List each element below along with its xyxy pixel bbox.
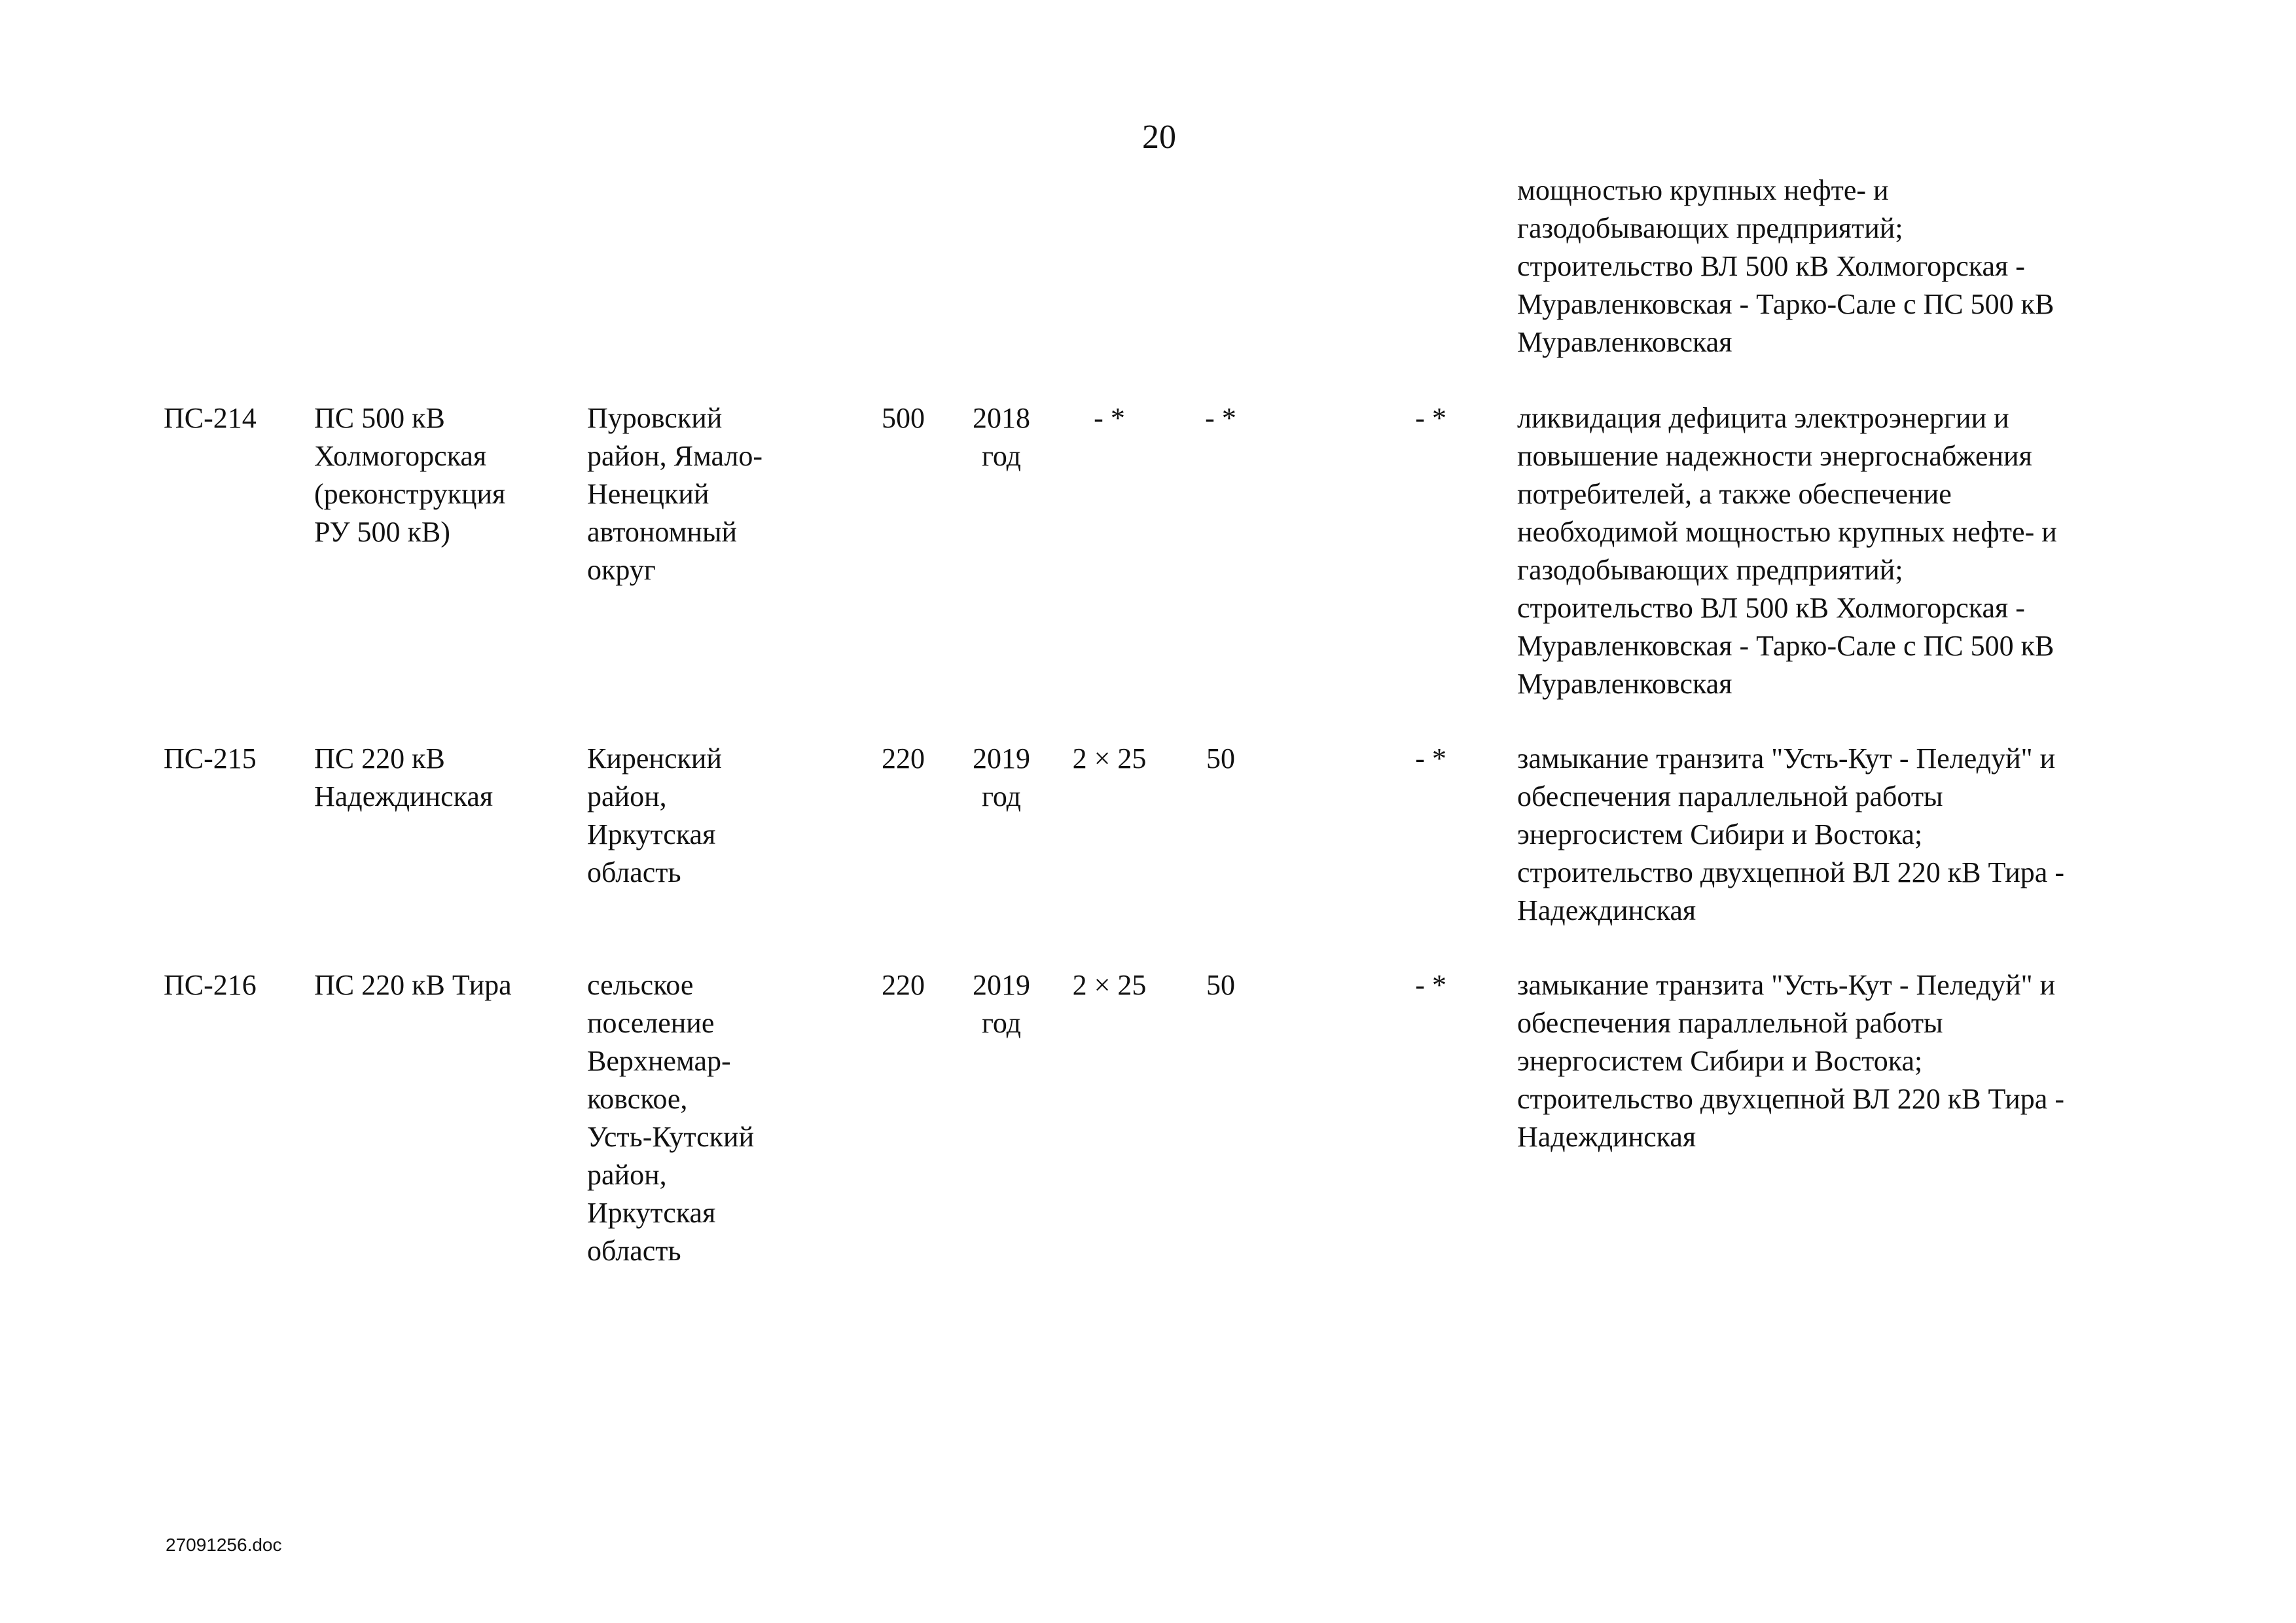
row-name: [314, 966, 563, 1004]
row-power: 50: [1206, 969, 1235, 1001]
year-line: год: [981, 440, 1022, 472]
name-line: ПС 220 кВ Тира: [314, 969, 512, 1001]
purpose-line: обеспечения параллельной работы: [1517, 780, 1943, 812]
name-line: (реконструкция: [314, 478, 506, 510]
row-code: ПС-216: [164, 969, 257, 1001]
row-location: [587, 399, 816, 589]
row-purpose: [1517, 966, 2172, 1156]
footer-filename: 27091256.doc: [166, 1535, 282, 1555]
name-line: РУ 500 кВ): [314, 516, 450, 548]
location-line: поселение: [587, 1007, 715, 1039]
purpose-line: Муравленковская: [1517, 326, 1732, 358]
purpose-line: замыкание транзита "Усть-Кут - Пеледуй" и: [1517, 742, 2056, 775]
row-name: [314, 399, 563, 551]
year-line: 2019: [973, 969, 1030, 1001]
location-line: район,: [587, 1159, 667, 1191]
location-line: Пуровский: [587, 402, 723, 434]
row-location: [587, 740, 816, 892]
row-transformers: 2 × 25: [1072, 742, 1147, 775]
purpose-line: ликвидация дефицита электроэнергии и: [1517, 402, 2009, 434]
row-location: [587, 966, 816, 1270]
continuation-purpose: [1517, 172, 2172, 361]
location-line: ковское,: [587, 1083, 688, 1115]
row-year: [952, 399, 1050, 475]
row-code: ПС-215: [164, 742, 257, 775]
row-voltage: 500: [882, 402, 925, 434]
row-transformers: 2 × 25: [1072, 969, 1147, 1001]
year-line: год: [981, 780, 1022, 812]
name-line: ПС 220 кВ: [314, 742, 445, 775]
row-other: - *: [1415, 742, 1446, 775]
location-line: округ: [587, 554, 656, 586]
row-voltage: 220: [882, 742, 925, 775]
location-line: район,: [587, 780, 667, 812]
purpose-line: энергосистем Сибири и Востока;: [1517, 1045, 1923, 1077]
row-power: 50: [1206, 742, 1235, 775]
location-line: район, Ямало-: [587, 440, 763, 472]
purpose-line: Надеждинская: [1517, 894, 1696, 926]
name-line: Холмогорская: [314, 440, 487, 472]
row-year: [952, 740, 1050, 816]
row-voltage: 220: [882, 969, 925, 1001]
purpose-line: газодобывающих предприятий;: [1517, 554, 1903, 586]
location-line: автономный: [587, 516, 738, 548]
name-line: ПС 500 кВ: [314, 402, 445, 434]
purpose-line: замыкание транзита "Усть-Кут - Пеледуй" и: [1517, 969, 2056, 1001]
purpose-line: потребителей, а также обеспечение: [1517, 478, 1952, 510]
purpose-line: строительство ВЛ 500 кВ Холмогорская -: [1517, 592, 2025, 624]
location-line: область: [587, 856, 681, 888]
purpose-line: строительство двухцепной ВЛ 220 кВ Тира -: [1517, 856, 2064, 888]
purpose-line: Муравленковская - Тарко-Сале с ПС 500 кВ: [1517, 630, 2054, 662]
purpose-line: строительство ВЛ 500 кВ Холмогорская -: [1517, 250, 2025, 282]
row-code: ПС-214: [164, 402, 257, 434]
row-purpose: [1517, 740, 2172, 930]
purpose-line: обеспечения параллельной работы: [1517, 1007, 1943, 1039]
row-transformers: - *: [1094, 402, 1125, 434]
purpose-line: Муравленковская - Тарко-Сале с ПС 500 кВ: [1517, 288, 2054, 320]
purpose-line: Надеждинская: [1517, 1121, 1696, 1153]
row-purpose: [1517, 399, 2172, 703]
purpose-line: энергосистем Сибири и Востока;: [1517, 818, 1923, 850]
location-line: Ненецкий: [587, 478, 709, 510]
year-line: год: [981, 1007, 1022, 1039]
row-power: - *: [1205, 402, 1236, 434]
page-number: 20: [1142, 119, 1176, 156]
location-line: Иркутская: [587, 818, 716, 850]
location-line: Иркутская: [587, 1197, 716, 1229]
location-line: Киренский: [587, 742, 722, 775]
location-line: область: [587, 1235, 681, 1267]
name-line: Надеждинская: [314, 780, 493, 812]
row-other: - *: [1415, 402, 1446, 434]
year-line: 2019: [973, 742, 1030, 775]
row-year: [952, 966, 1050, 1042]
purpose-line: газодобывающих предприятий;: [1517, 212, 1903, 244]
year-line: 2018: [973, 402, 1030, 434]
row-name: [314, 740, 563, 816]
location-line: сельское: [587, 969, 694, 1001]
purpose-line: повышение надежности энергоснабжения: [1517, 440, 2032, 472]
location-line: Усть-Кутский: [587, 1121, 755, 1153]
purpose-line: строительство двухцепной ВЛ 220 кВ Тира -: [1517, 1083, 2064, 1115]
purpose-line: Муравленковская: [1517, 668, 1732, 700]
purpose-line: мощностью крупных нефте- и: [1517, 174, 1889, 206]
location-line: Верхнемар-: [587, 1045, 731, 1077]
row-other: - *: [1415, 969, 1446, 1001]
purpose-line: необходимой мощностью крупных нефте- и: [1517, 516, 2057, 548]
